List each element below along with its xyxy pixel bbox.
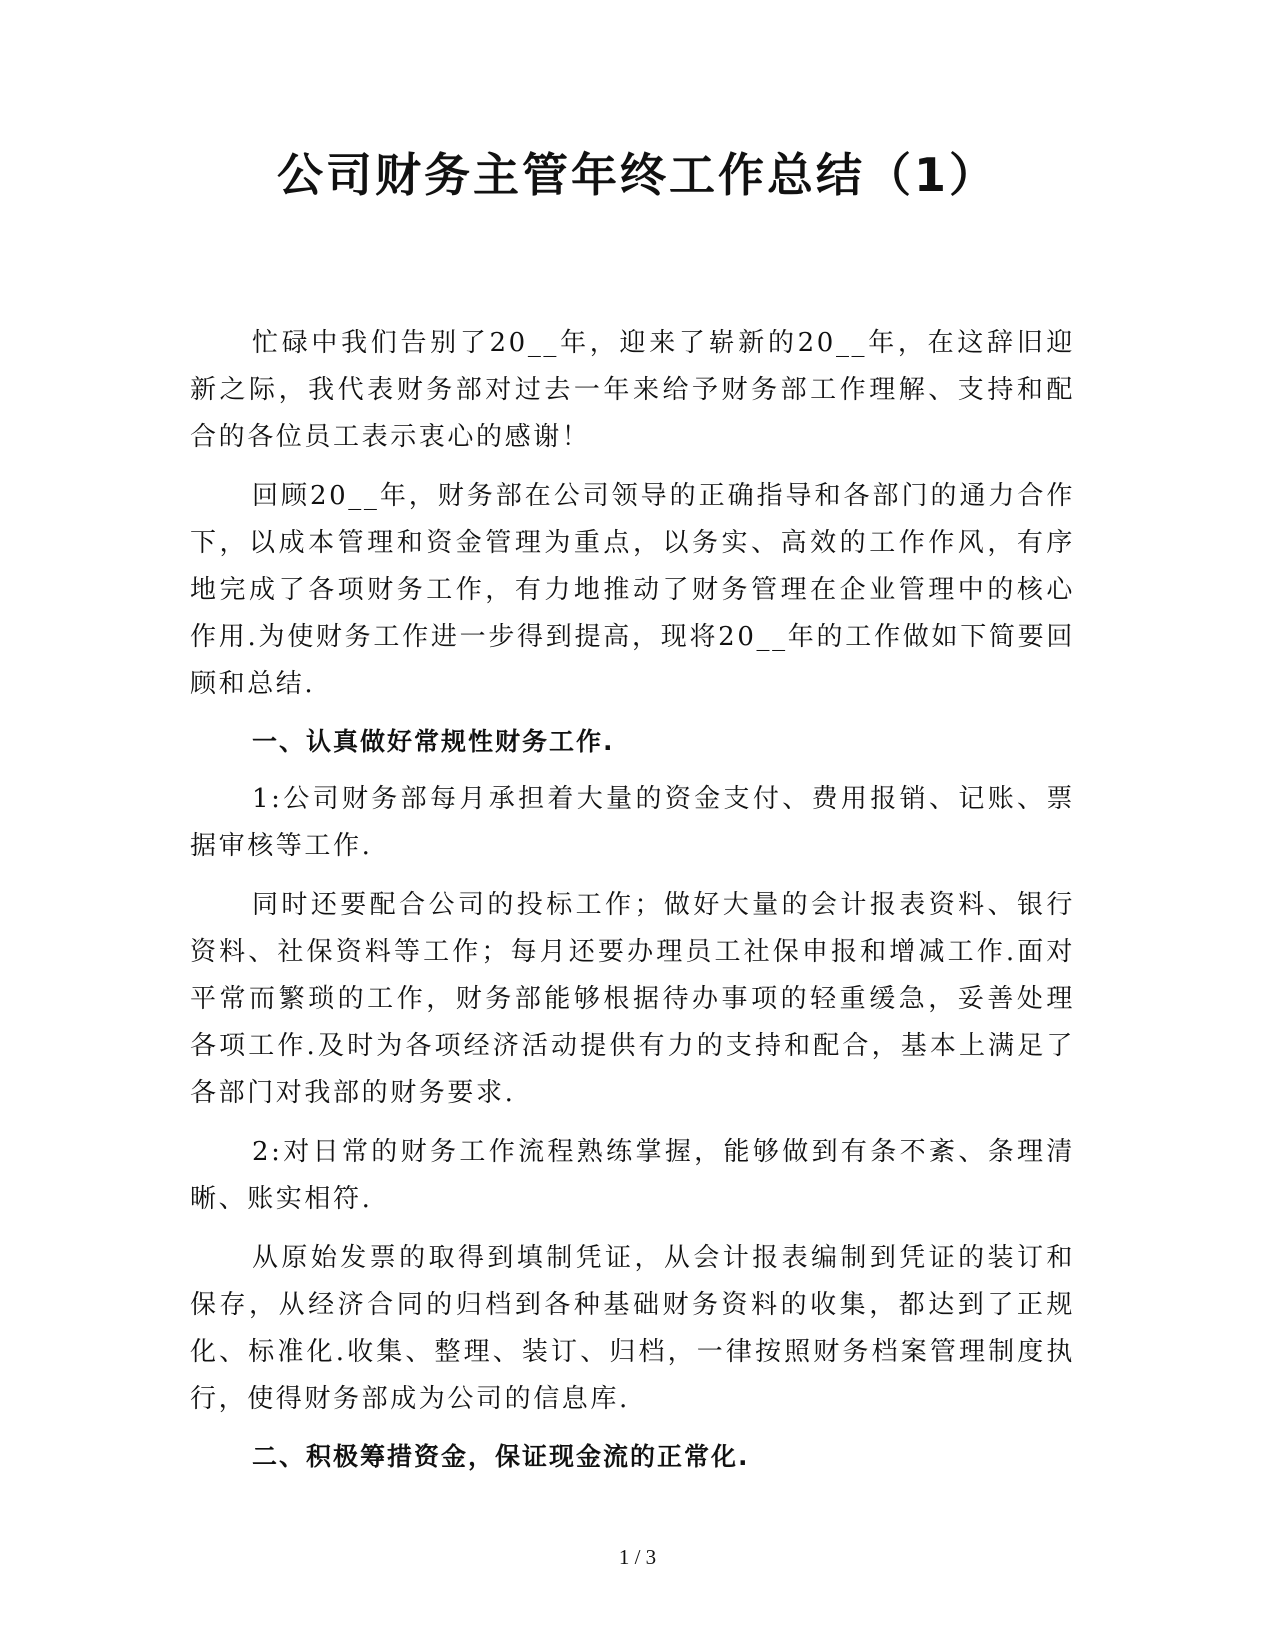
document-body: [190, 320, 1075, 1491]
section-heading-1: 一、认真做好常规性财务工作.: [252, 727, 615, 756]
document-title: 公司财务主管年终工作总结（1）: [276, 148, 998, 202]
paragraph-review: 回顾20__年，财务部在公司领导的正确指导和各部门的通力合作下，以成本管理和资金管理为重点，以务实、高效的工作作风，有序地完成了各项财务工作，有力地推动了财务管理在企业管理中的核心作用.为使财务工作进一步得到提高，现将20__年的工作做如下简要回顾和总结.: [190, 481, 1075, 699]
paragraph-intro: 忙碌中我们告别了20__年，迎来了崭新的20__年，在这辞旧迎新之际，我代表财务部对过去一年来给予财务部工作理解、支持和配合的各位员工表示衷心的感谢！: [190, 328, 1075, 452]
paragraph-item-2-detail: 从原始发票的取得到填制凭证，从会计报表编制到凭证的装订和保存，从经济合同的归档到各种基础财务资料的收集，都达到了正规化、标准化.收集、整理、装订、归档，一律按照财务档案管理制度执行，使得财务部成为公司的信息库.: [190, 1243, 1075, 1414]
paragraph-item-1-detail: 同时还要配合公司的投标工作；做好大量的会计报表资料、银行资料、社保资料等工作；每月还要办理员工社保申报和增减工作.面对平常而繁琐的工作，财务部能够根据待办事项的轻重缓急，妥善处理各项工作.及时为各项经济活动提供有力的支持和配合，基本上满足了各部门对我部的财务要求.: [190, 890, 1075, 1108]
page-number: 1 / 3: [618, 1545, 657, 1569]
paragraph-item-2: 2:对日常的财务工作流程熟练掌握，能够做到有条不紊、条理清晰、账实相符.: [190, 1137, 1075, 1214]
section-heading-2: 二、积极筹措资金，保证现金流的正常化.: [252, 1442, 750, 1471]
paragraph-item-1: 1:公司财务部每月承担着大量的资金支付、费用报销、记账、票据审核等工作.: [190, 784, 1075, 861]
